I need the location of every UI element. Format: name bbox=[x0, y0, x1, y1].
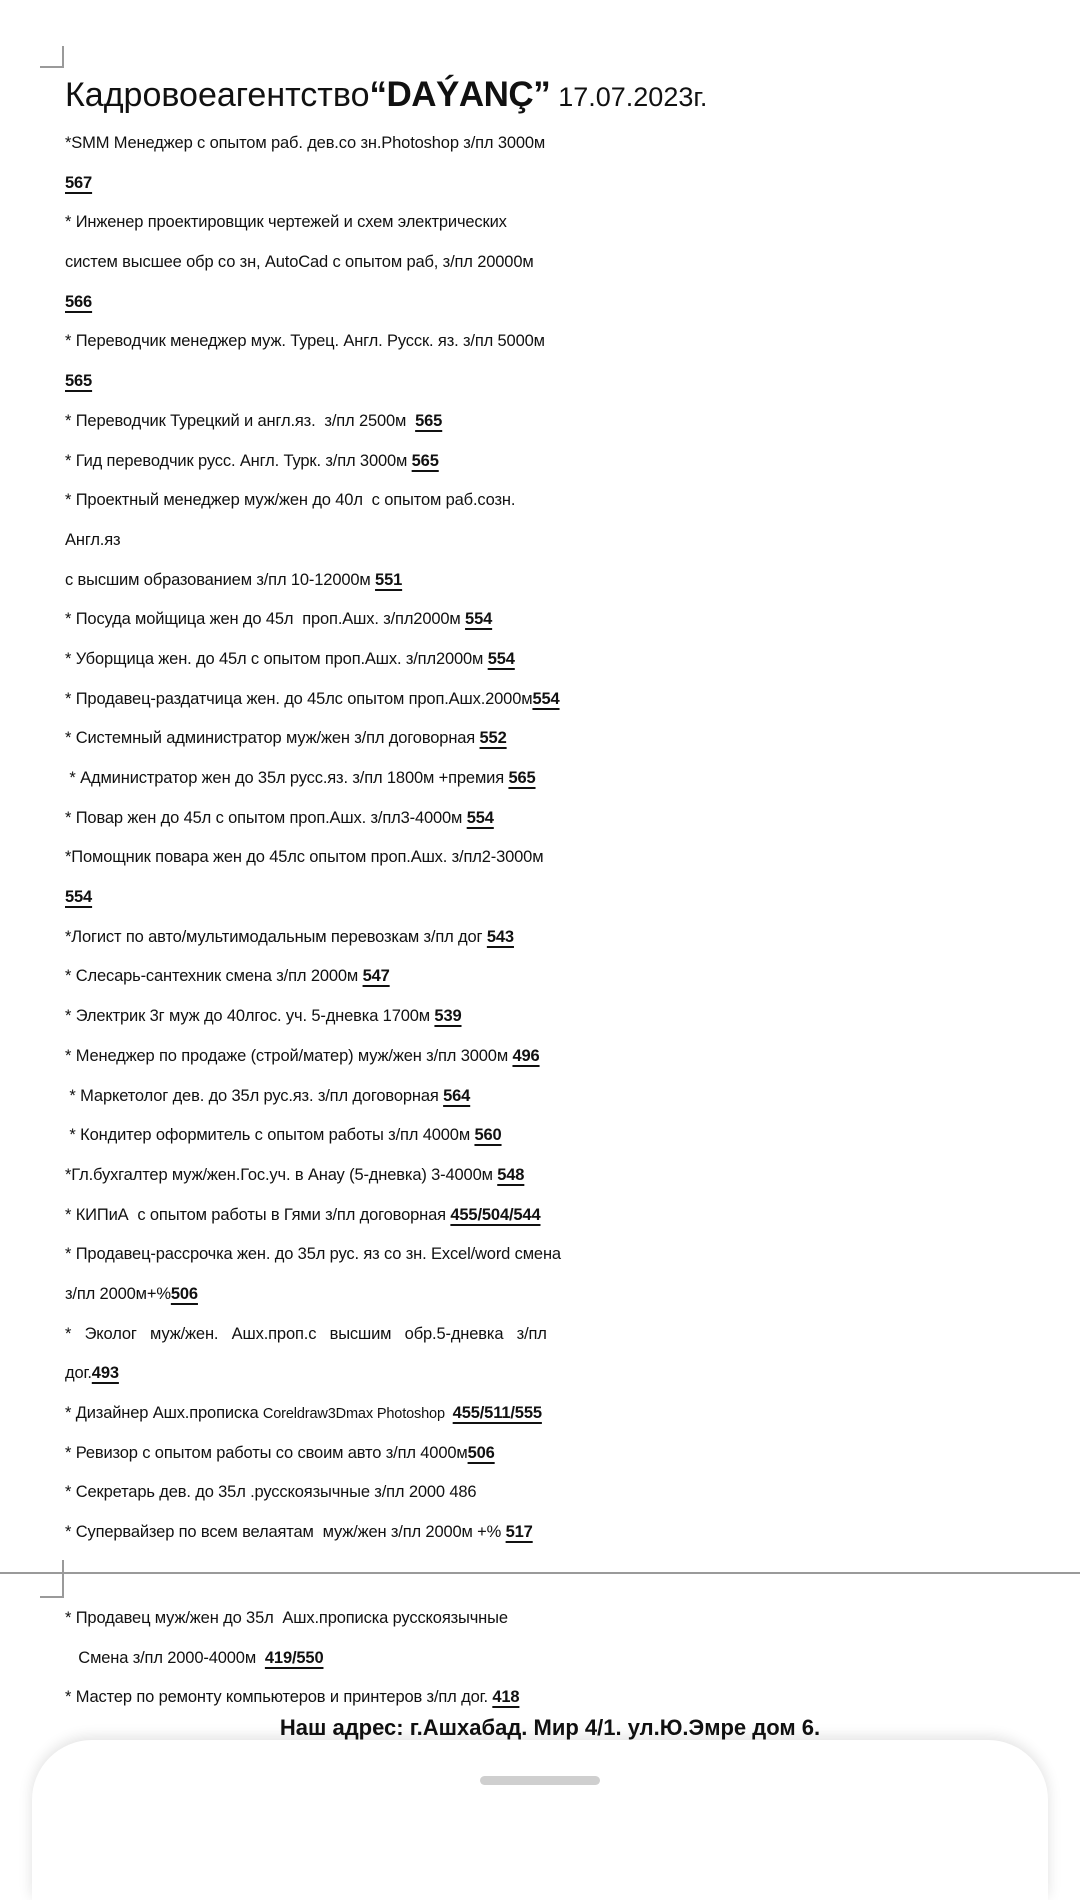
vacancy-line bbox=[65, 1116, 1080, 1156]
vacancy-text: с высшим образованием з/пл 10-12000м bbox=[65, 570, 376, 589]
vacancy-line bbox=[65, 1434, 1080, 1474]
document-title bbox=[65, 66, 1080, 124]
vacancy-line bbox=[65, 1275, 1080, 1315]
vacancy-code: 554 bbox=[532, 689, 560, 708]
vacancy-code: 554 bbox=[65, 888, 93, 907]
vacancy-line bbox=[65, 1196, 1080, 1236]
vacancy-text: * Электрик 3г муж до 40лгос. уч. 5-дневка 1700м bbox=[65, 1007, 435, 1026]
vacancy-text: * Ревизор с опытом работы со своим авто з/пл 4000м bbox=[65, 1443, 468, 1462]
vacancy-document bbox=[65, 66, 1080, 1553]
agency-name: Кадровоеагентство bbox=[65, 76, 370, 114]
vacancy-text: * Инженер проектировщик чертежей и схем электрических bbox=[65, 213, 507, 232]
vacancy-line bbox=[65, 997, 1080, 1037]
vacancy-code: 539 bbox=[434, 1007, 462, 1026]
vacancy-code: 554 bbox=[465, 610, 493, 629]
page-two bbox=[65, 1599, 1080, 1718]
vacancy-code: 551 bbox=[375, 570, 403, 589]
vacancy-text: з/пл 2000м+% bbox=[65, 1284, 171, 1303]
vacancy-list bbox=[65, 124, 1080, 1553]
vacancy-code: 493 bbox=[91, 1364, 119, 1383]
vacancy-line bbox=[65, 600, 1080, 640]
vacancy-line bbox=[65, 1678, 1080, 1718]
vacancy-line bbox=[65, 759, 1080, 799]
crop-mark-bottom-v bbox=[62, 1560, 64, 1598]
agency-brand: “DAÝANÇ” bbox=[369, 75, 551, 114]
vacancy-text: * Администратор жен до 35л русс.яз. з/пл 1800м +премия bbox=[65, 769, 509, 787]
vacancy-line bbox=[65, 164, 1080, 204]
vacancy-line bbox=[65, 1077, 1080, 1117]
vacancy-line bbox=[65, 561, 1080, 601]
vacancy-text: *Логист по авто/мультимодальным перевозкам з/пл дог bbox=[65, 927, 487, 946]
vacancy-text: Смена з/пл 2000-4000м bbox=[65, 1648, 265, 1667]
crop-mark-top-h bbox=[40, 66, 64, 68]
vacancy-code: 455/511/555 bbox=[452, 1404, 542, 1422]
vacancy-line bbox=[65, 521, 1080, 561]
vacancy-line bbox=[65, 918, 1080, 958]
vacancy-line bbox=[65, 1599, 1080, 1639]
vacancy-text: *Гл.бухгалтер муж/жен.Гос.уч. в Анау (5-дневка) 3-4000м bbox=[65, 1165, 498, 1184]
vacancy-line bbox=[65, 1235, 1080, 1275]
vacancy-code: 548 bbox=[497, 1165, 525, 1184]
vacancy-code: 567 bbox=[65, 173, 93, 192]
vacancy-line bbox=[65, 1037, 1080, 1077]
vacancy-line bbox=[65, 1639, 1080, 1679]
vacancy-text: Англ.яз bbox=[65, 530, 121, 549]
vacancy-text: * Супервайзер по всем велаятам муж/жен з/пл 2000м +% bbox=[65, 1523, 506, 1542]
vacancy-line bbox=[65, 283, 1080, 323]
vacancy-line bbox=[65, 1394, 1080, 1434]
vacancy-line bbox=[65, 124, 1080, 164]
vacancy-text: * Секретарь дев. до 35л .русскоязычные з/пл 2000 486 bbox=[65, 1483, 477, 1502]
vacancy-line bbox=[65, 362, 1080, 402]
vacancy-code: 506 bbox=[467, 1443, 495, 1462]
vacancy-line bbox=[65, 1513, 1080, 1553]
vacancy-line bbox=[65, 322, 1080, 362]
vacancy-code: 560 bbox=[474, 1126, 502, 1145]
vacancy-code: 564 bbox=[443, 1086, 471, 1105]
vacancy-text: * Мастер по ремонту компьютеров и принтеров з/пл дог. bbox=[65, 1688, 493, 1707]
vacancy-text: *Помощник повара жен до 45лс опытом проп.Ашх. з/пл2-3000м bbox=[65, 848, 544, 867]
vacancy-software: Coreldraw3Dmax Photoshop bbox=[262, 1406, 453, 1422]
vacancy-text: * Продавец-рассрочка жен. до 35л рус. яз со зн. Excel/word смена bbox=[65, 1245, 561, 1264]
crop-mark-bottom-h bbox=[40, 1596, 64, 1598]
vacancy-code: 496 bbox=[512, 1046, 540, 1065]
vacancy-text: * Повар жен до 45л с опытом проп.Ашх. з/пл3-4000м bbox=[65, 808, 467, 827]
vacancy-text: * Продавец-раздатчица жен. до 45лс опытом проп.Ашх.2000м bbox=[65, 689, 533, 708]
document-date: 17.07.2023г. bbox=[558, 82, 708, 112]
vacancy-text: * Гид переводчик русс. Англ. Турк. з/пл 3000м bbox=[65, 451, 412, 470]
vacancy-text: * Маркетолог дев. до 35л рус.яз. з/пл договорная bbox=[65, 1086, 444, 1105]
vacancy-text: дог. bbox=[65, 1364, 92, 1383]
vacancy-code: 554 bbox=[466, 808, 494, 827]
vacancy-code: 566 bbox=[65, 292, 93, 311]
vacancy-line bbox=[65, 442, 1080, 482]
vacancy-line bbox=[65, 243, 1080, 283]
vacancy-text: * Проектный менеджер муж/жен до 40л с опытом раб.созн. bbox=[65, 491, 516, 510]
vacancy-text: * КИПиА с опытом работы в Гями з/пл договорная bbox=[65, 1205, 451, 1224]
vacancy-code: 552 bbox=[479, 729, 507, 748]
vacancy-text: * Дизайнер Ашх.прописка bbox=[65, 1404, 263, 1422]
page-break-line bbox=[0, 1572, 1080, 1574]
vacancy-line bbox=[65, 640, 1080, 680]
vacancy-line bbox=[65, 203, 1080, 243]
vacancy-text: * Уборщица жен. до 45л с опытом проп.Ашх. з/пл2000м bbox=[65, 649, 488, 668]
vacancy-code: 418 bbox=[492, 1688, 520, 1707]
vacancy-text: систем высшее обр со зн, AutoCad с опытом раб, з/пл 20000м bbox=[65, 253, 534, 272]
vacancy-code: 455/504/544 bbox=[450, 1205, 541, 1224]
vacancy-line bbox=[65, 402, 1080, 442]
vacancy-code: 565 bbox=[415, 411, 443, 430]
vacancy-line bbox=[65, 1315, 1080, 1355]
vacancy-text: * Посуда мойщица жен до 45л проп.Ашх. з/пл2000м bbox=[65, 610, 466, 629]
vacancy-text: * Продавец муж/жен до 35л Ашх.прописка русскоязычные bbox=[65, 1609, 508, 1627]
vacancy-text: * Переводчик менеджер муж. Турец. Англ. Русск. яз. з/пл 5000м bbox=[65, 332, 545, 351]
vacancy-code: 547 bbox=[362, 967, 390, 986]
vacancy-line bbox=[65, 1354, 1080, 1394]
vacancy-code: 543 bbox=[486, 927, 514, 946]
vacancy-text: * Слесарь-сантехник смена з/пл 2000м bbox=[65, 967, 363, 986]
vacancy-code: 506 bbox=[170, 1284, 198, 1303]
vacancy-line bbox=[65, 878, 1080, 918]
vacancy-line bbox=[65, 1156, 1080, 1196]
vacancy-line bbox=[65, 680, 1080, 720]
vacancy-code: 565 bbox=[65, 372, 93, 391]
vacancy-list-page-two bbox=[65, 1599, 1080, 1718]
vacancy-code: 565 bbox=[508, 769, 536, 787]
vacancy-code: 419/550 bbox=[264, 1648, 324, 1667]
vacancy-code: 517 bbox=[505, 1523, 533, 1542]
office-address: Наш адрес: г.Ашхабад. Мир 4/1. ул.Ю.Эмре дом 6. bbox=[279, 1715, 821, 1740]
vacancy-text: * Кондитер оформитель с опытом работы з/пл 4000м bbox=[65, 1126, 475, 1145]
drag-handle[interactable] bbox=[480, 1776, 600, 1785]
crop-mark-top-v bbox=[62, 46, 64, 68]
vacancy-line bbox=[65, 838, 1080, 878]
vacancy-text: * Эколог муж/жен. Ашх.проп.с высшим обр.5-дневка з/пл bbox=[65, 1324, 547, 1343]
vacancy-line bbox=[65, 719, 1080, 759]
vacancy-text: *SMM Менеджер с опытом раб. дев.со зн.Photoshop з/пл 3000м bbox=[65, 134, 546, 152]
vacancy-text: * Системный администратор муж/жен з/пл договорная bbox=[65, 729, 480, 748]
vacancy-code: 565 bbox=[411, 451, 439, 470]
vacancy-line bbox=[65, 957, 1080, 997]
vacancy-code: 554 bbox=[487, 649, 515, 668]
bottom-sheet[interactable] bbox=[32, 1740, 1048, 1900]
vacancy-line bbox=[65, 799, 1080, 839]
vacancy-line bbox=[65, 481, 1080, 521]
vacancy-line bbox=[65, 1473, 1080, 1513]
vacancy-text: * Менеджер по продаже (строй/матер) муж/жен з/пл 3000м bbox=[65, 1046, 513, 1065]
vacancy-text: * Переводчик Турецкий и англ.яз. з/пл 2500м bbox=[65, 411, 416, 430]
